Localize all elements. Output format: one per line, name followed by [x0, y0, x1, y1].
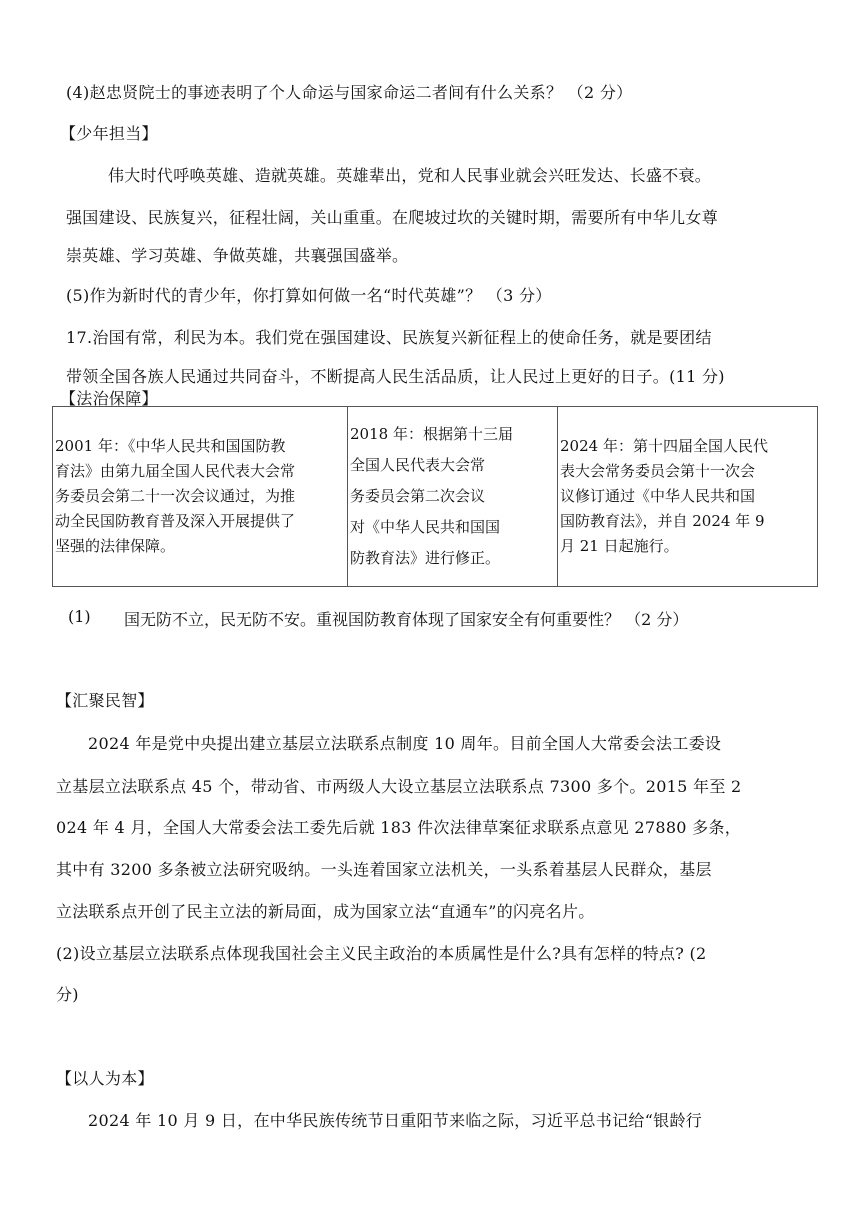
shaonian-paragraph-line-3: 崇英雄、学习英雄、争做英雄，共襄强国盛举。	[66, 246, 409, 265]
question-4: (4)赵忠贤院士的事迹表明了个人命运与国家命运二者间有什么关系？ （2 分）	[66, 83, 633, 102]
question-17-line-1: 17.治国有常，利民为本。我们党在强国建设、民族复兴新征程上的使命任务，就是要团结	[66, 328, 712, 347]
question-2-line-2: 分)	[56, 985, 79, 1004]
section-heading-shaonian: 【少年担当】	[60, 124, 158, 143]
shaonian-paragraph-line-1: 伟大时代呼唤英雄、造就英雄。英雄辈出，党和人民事业就会兴旺发达、长盛不衰。	[108, 166, 712, 185]
shaonian-paragraph-line-2: 强国建设、民族复兴，征程壮阔，关山重重。在爬坡过坎的关键时期，需要所有中华儿女尊	[66, 208, 719, 227]
huiju-paragraph-line-4: 其中有 3200 多条被立法研究吸纳。一头连着国家立法机关，一头系着基层人民群众，基层	[56, 860, 712, 879]
table-row	[53, 407, 818, 587]
question-17-line-2: 带领全国各族人民通过共同奋斗，不断提高人民生活品质，让人民过上更好的日子。(11 分)	[66, 367, 725, 386]
huiju-paragraph-line-2: 立基层立法联系点 45 个，带动省、市两级人大设立基层立法联系点 7300 多个。2015 年至 2	[56, 777, 742, 796]
table-cell-2024: 2024 年：第十四届全国人民代 表大会常务委员会第十一次会 议修订通过《中华人民共和国 国防教育法》，并自 2024 年 9 月 21 日起施行。	[558, 407, 818, 587]
question-2-line-1: (2)设立基层立法联系点体现我国社会主义民主政治的本质属性是什么?具有怎样的特点? (2	[56, 944, 707, 963]
table-cell-2018: 2018 年：根据第十三届 全国人民代表大会常 务委员会第二次会议 对《中华人民共和国国 防教育法》进行修正。	[348, 407, 558, 587]
huiju-paragraph-line-1: 2024 年是党中央提出建立基层立法联系点制度 10 周年。目前全国人大常委会法工委设	[88, 734, 722, 753]
question-5: (5)作为新时代的青少年，你打算如何做一名“时代英雄”？ （3 分）	[66, 286, 552, 305]
huiju-paragraph-line-3: 024 年 4 月，全国人大常委会法工委先后就 183 件次法律草案征求联系点意见 27880 多条，	[56, 818, 742, 837]
section-heading-huiju: 【汇聚民智】	[56, 691, 154, 710]
huiju-paragraph-line-5: 立法联系点开创了民主立法的新局面，成为国家立法“直通车”的闪亮名片。	[56, 902, 595, 921]
question-1-number: (1)	[68, 607, 91, 626]
section-heading-yiren: 【以人为本】	[56, 1069, 154, 1088]
yiren-paragraph-line-1: 2024 年 10 月 9 日，在中华民族传统节日重阳节来临之际，习近平总书记给“银龄行	[88, 1111, 703, 1130]
question-1-text: 国无防不立，民无防不安。重视国防教育体现了国家安全有何重要性？ （2 分）	[124, 610, 689, 629]
section-heading-fazhi: 【法治保障】	[60, 389, 158, 408]
table-cell-2001: 2001 年：《中华人民共和国国防教 育法》由第九届全国人民代表大会常 务委员会第二十一次会议通过，为推 动全民国防教育普及深入开展提供了 坚强的法律保障。	[53, 407, 348, 587]
law-timeline-table	[52, 406, 818, 587]
